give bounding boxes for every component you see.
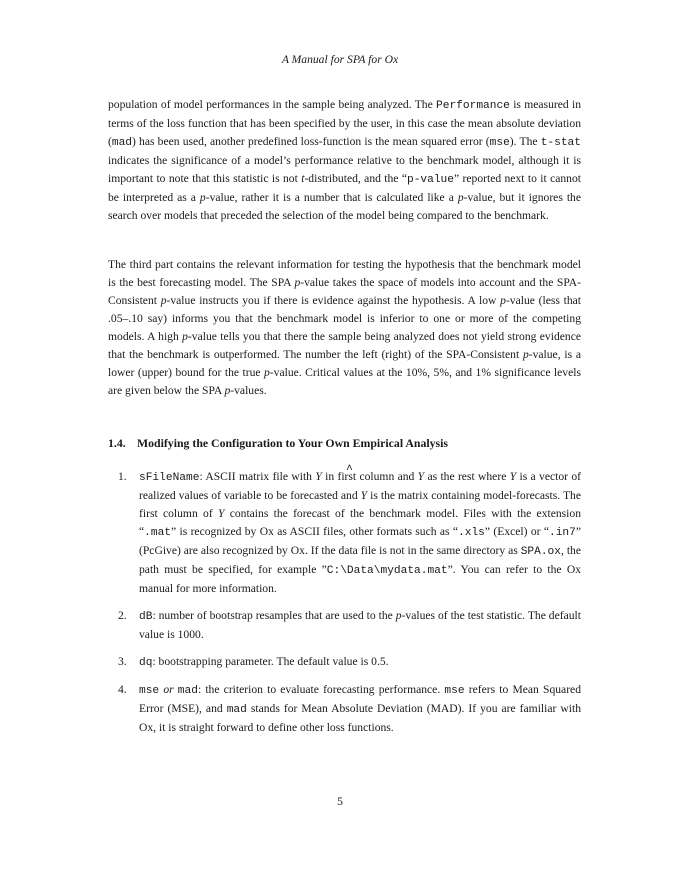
text: -values. xyxy=(230,384,267,397)
text: -value takes the space of models into account and the SPA-Consistent xyxy=(108,276,581,307)
code-t-stat: t-stat xyxy=(540,137,581,149)
italic-p: p xyxy=(294,276,301,289)
list-number: 3. xyxy=(118,655,127,668)
italic-p: p xyxy=(182,330,188,343)
code-dq: dq xyxy=(139,657,153,669)
text: ” (Excel) or “ xyxy=(484,525,549,538)
italic-p: p xyxy=(500,294,506,307)
italic-or: or xyxy=(159,683,178,696)
text: -value, but it ignores the search over models that preceded the selection of the model being compared to the benchmark. xyxy=(108,191,581,222)
list-number: 4. xyxy=(118,683,127,696)
y-hat-symbol: ^ Y xyxy=(418,470,424,483)
text: ” reported next to it cannot be interpreted as a xyxy=(108,172,581,204)
list-number: 2. xyxy=(118,609,127,622)
italic-p: p xyxy=(224,384,231,397)
text: : number of bootstrap resamples that are used to the xyxy=(152,609,396,622)
code-mse: mse xyxy=(489,137,510,149)
text: is measured in terms of the loss function that has been specified by the user, in this case the mean absolute deviation ( xyxy=(108,98,581,148)
list-item-sfilename xyxy=(118,468,581,598)
list-number: 1. xyxy=(118,470,127,483)
code-mse: mse xyxy=(139,685,160,697)
text: , the path must be specified, for example ” xyxy=(139,544,581,576)
code-mad: mad xyxy=(111,137,133,149)
italic-t: t xyxy=(301,172,305,185)
text: : the criterion to evaluate forecasting performance. xyxy=(197,683,445,696)
y-hat-symbol: ^ Y xyxy=(361,489,367,502)
text: in first column and xyxy=(321,470,418,483)
text: -values of the test statistic. The default value is 1000. xyxy=(139,609,581,641)
section-heading xyxy=(108,434,581,452)
text: -value tells you that there the sample being analyzed does not yield strong evidence that the benchmark is outperformed. The number the left (right) of the SPA-Consistent xyxy=(108,330,581,361)
text: as the rest where xyxy=(424,470,510,483)
text: ). The xyxy=(509,135,541,148)
list-item-dq xyxy=(118,653,581,672)
section-number: 1.4. xyxy=(108,436,126,450)
text: indicates the significance of a model’s performance relative to the benchmark model, although it is important to note that this statistic is not xyxy=(108,154,581,185)
text: stands for Mean Absolute Deviation (MAD). If you are familiar with Ox, it is straight forward to define other loss functions. xyxy=(139,702,581,734)
code-path: C:\Data\mydata.mat xyxy=(326,565,448,577)
text: -value (less that .05–.10 say) informs you that the benchmark model is inferior to one or more of the competing models. A high xyxy=(108,294,582,343)
text: : ASCII matrix file with xyxy=(199,470,316,483)
italic-y: Y xyxy=(509,470,517,483)
text: -value, is a lower (upper) bound for the true xyxy=(108,348,581,379)
list-item-db xyxy=(118,607,581,644)
text: ” is recognized by Ox as ASCII files, other formats such as “ xyxy=(171,525,459,538)
code-mat: .mat xyxy=(144,527,172,539)
y-hat-symbol: ^ Y xyxy=(218,507,224,520)
italic-p: p xyxy=(395,609,402,622)
text: contains the forecast of the benchmark model. Files with the extension “ xyxy=(139,507,581,538)
italic-p: p xyxy=(457,191,464,204)
code-xls: .xls xyxy=(458,527,485,539)
code-mad: mad xyxy=(177,685,198,697)
text: -value instructs you if there is evidence against the hypothesis. A low xyxy=(166,294,501,307)
paragraph-third-part xyxy=(108,256,581,400)
text: is a vector of realized values of variable to be forecasted and xyxy=(139,470,581,502)
page-number: 5 xyxy=(337,795,343,808)
code-sfilename: sFileName xyxy=(139,472,200,484)
running-head: A Manual for SPA for Ox xyxy=(281,53,399,66)
text: population of model performances in the sample being analyzed. The xyxy=(108,98,437,111)
code-performance: Performance xyxy=(436,100,510,112)
code-mse: mse xyxy=(444,685,465,697)
configuration-list xyxy=(118,468,581,737)
italic-p: p xyxy=(160,294,167,307)
text: ” (PcGive) are also recognized by Ox. If the data file is not in the same directory as xyxy=(139,525,581,557)
code-p-value: p-value xyxy=(406,174,454,186)
code-spa-ox: SPA.ox xyxy=(520,546,561,558)
section-title: Modifying the Configuration to Your Own Empirical Analysis xyxy=(137,436,449,450)
text: -value, rather it is a number that is calculated like a xyxy=(205,191,458,204)
text: ”. You can refer to the Ox manual for more information. xyxy=(139,563,581,595)
italic-p: p xyxy=(522,348,529,361)
code-db: dB xyxy=(139,611,153,623)
text: The third part contains the relevant information for testing the hypothesis that the benchmark model is the best forecasting model. The SPA xyxy=(108,258,581,289)
text: -value. Critical values at the 10%, 5%, and 1% significance levels are given below the SPA xyxy=(108,366,581,397)
text: -distributed, and the “ xyxy=(304,172,407,185)
text: ) has been used, another predefined loss-function is the mean squared error ( xyxy=(132,135,490,148)
code-mad: mad xyxy=(226,704,247,716)
text: is the matrix containing model-forecasts. The first column of xyxy=(139,489,581,520)
text: refers to Mean Squared Error (MSE), and xyxy=(139,683,582,715)
text: : bootstrapping parameter. The default value is 0.5. xyxy=(152,655,389,668)
italic-y: Y xyxy=(315,470,322,483)
paragraph-performance xyxy=(108,96,581,225)
italic-p: p xyxy=(199,191,206,204)
italic-p: p xyxy=(264,366,270,379)
list-item-mse-mad xyxy=(118,681,581,737)
code-in7: .in7 xyxy=(548,527,576,539)
